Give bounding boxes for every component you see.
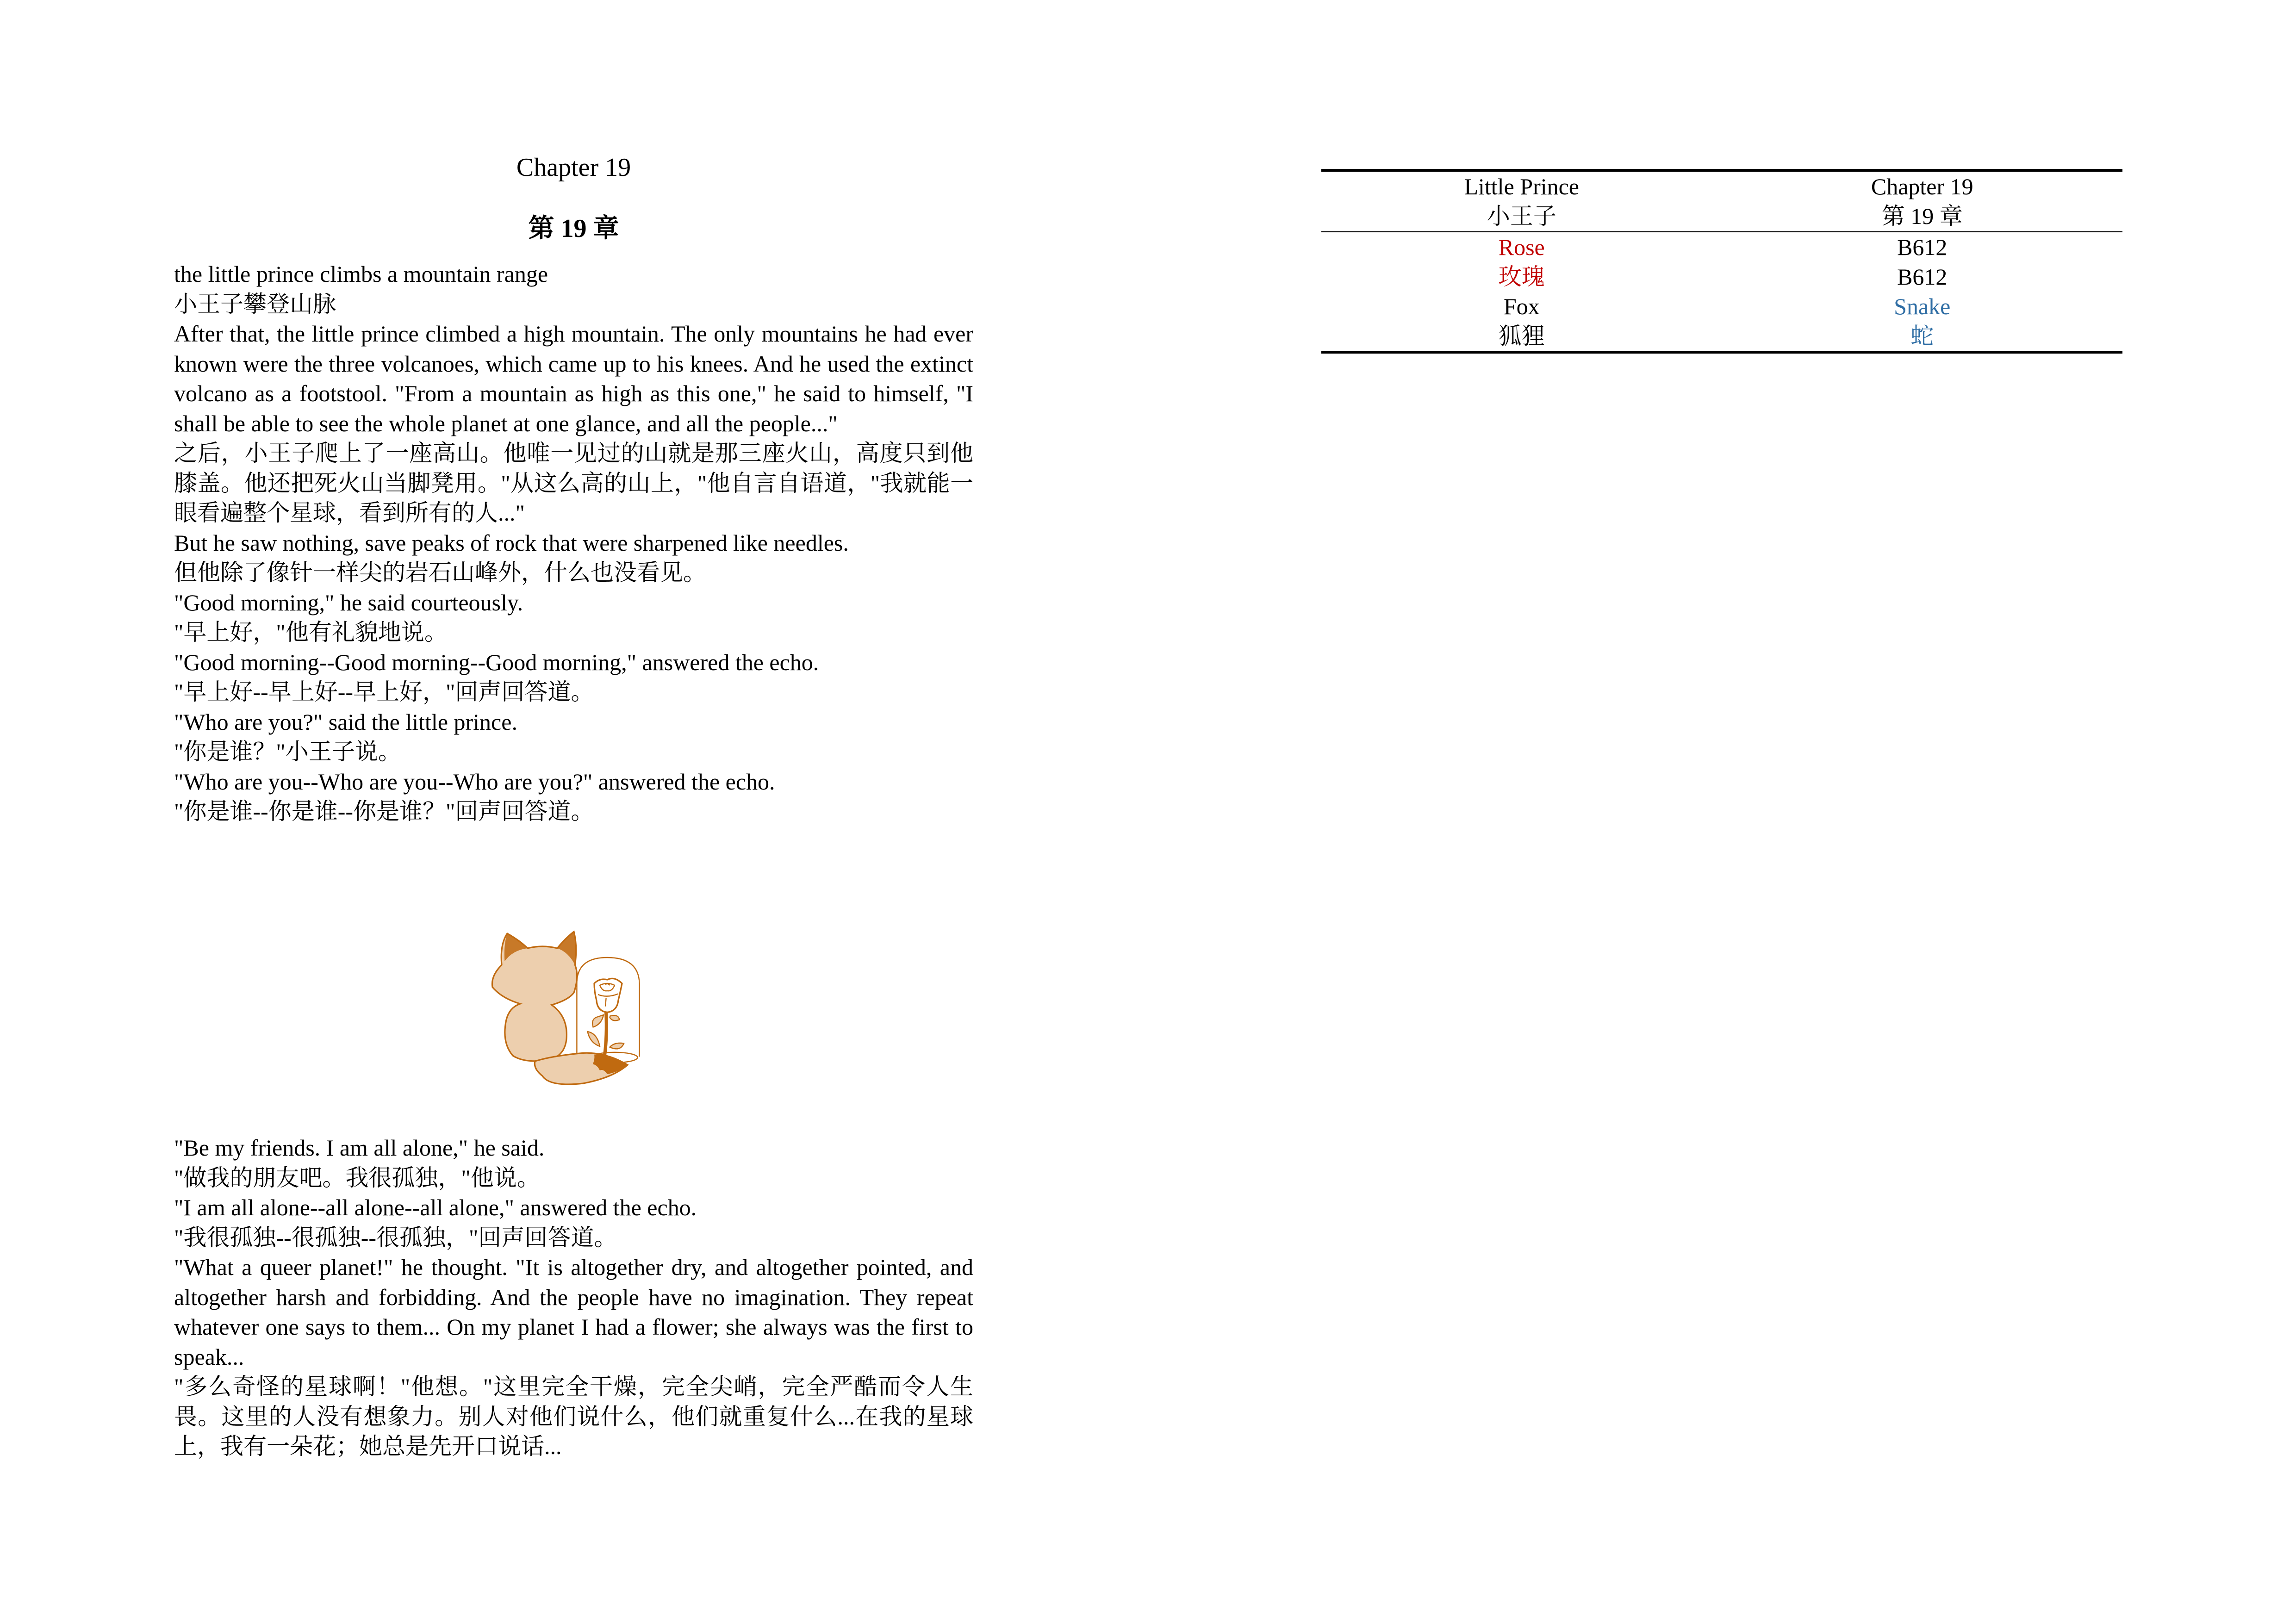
cell-zh: 蛇 [1910,323,1934,349]
cell-en: Rose [1498,234,1545,260]
cell-en: Snake [1894,293,1951,319]
table-cell-b612 [1722,232,2123,292]
paragraph-en: "Who are you--Who are you--Who are you?" answered the echo. [174,768,775,795]
header-en: Chapter 19 [1871,174,1973,199]
fox-and-rose-illustration [472,900,676,1104]
paragraph-en: After that, the little prince climbed a high mountain. The only mountains he had ever known were the three volcanoes, which came up to his knees. And he used the extinct volcano as a footstool. "From a mountain as high as this one," he said to himself, "I shall be able to see the whole planet at one glance, and all the people..." [174,321,973,436]
paragraph-zh: 之后，小王子爬上了一座高山。他唯一见过的山就是那三座火山，高度只到他膝盖。他还把死火山当脚凳用。"从这么高的山上，"他自言自语道，"我就能一眼看遍整个星球，看到所有的人..." [174,440,973,526]
paragraph-zh: "我很孤独--很孤独--很孤独，"回声回答道。 [174,1224,617,1250]
cell-zh: 玫瑰 [1498,264,1545,290]
paragraph-en: "I am all alone--all alone--all alone," answered the echo. [174,1194,697,1220]
subtitle-zh: 小王子攀登山脉 [174,291,336,317]
paragraph-zh: "早上好，"他有礼貌地说。 [174,619,448,645]
paragraph-en: "What a queer planet!" he thought. "It is altogether dry, and altogether pointed, and altogether harsh and forbidding. And the people have no imagination. They repeat whatever one says to them... On my planet I had a flower; she always was the first to speak... [174,1254,973,1370]
paragraph-zh: "多么奇怪的星球啊！"他想。"这里完全干燥，完全尖峭，完全严酷而令人生畏。这里的人没有想象力。别人对他们说什么，他们就重复什么...在我的星球上，我有一朵花；她总是先开口说话... [174,1374,973,1459]
table-row [1321,232,2122,292]
fox-rose-icon [472,900,676,1104]
paragraph-zh: "早上好--早上好--早上好，"回声回答道。 [174,679,594,705]
table-bottom-rule [1321,351,2122,354]
cell-en: Fox [1503,293,1540,319]
header-en: Little Prince [1464,174,1580,199]
header-zh: 第 19 章 [1881,203,1963,229]
paragraph-en: "Good morning--Good morning--Good morning," answered the echo. [174,649,819,675]
character-table-body [1321,232,2122,351]
character-table [1321,169,2122,354]
table-header-cell [1722,172,2123,231]
table-cell-rose [1321,232,1722,292]
cell-en: B612 [1897,234,1948,260]
body-text-top [174,259,973,827]
paragraph-en: "Who are you?" said the little prince. [174,709,517,735]
body-text-bottom [174,1133,973,1461]
table-cell-fox [1321,292,1722,351]
character-table-grid [1321,172,2122,231]
paragraph-zh: "你是谁--你是谁--你是谁？"回声回答道。 [174,798,594,824]
paragraph-en: "Be my friends. I am all alone," he said. [174,1135,545,1161]
table-row [1321,292,2122,351]
header-zh: 小王子 [1487,203,1556,229]
paragraph-en: But he saw nothing, save peaks of rock that were sharpened like needles. [174,529,849,556]
paragraph-zh: 但他除了像针一样尖的岩石山峰外，什么也没看见。 [174,560,706,585]
subtitle-en: the little prince climbs a mountain range [174,261,548,287]
table-header-cell [1321,172,1722,231]
chapter-title-zh: 第 19 章 [528,214,619,243]
cell-zh: 狐狸 [1498,323,1545,349]
table-header-row [1321,172,2122,231]
cell-zh: B612 [1897,264,1948,290]
paragraph-en: "Good morning," he said courteously. [174,589,523,616]
paragraph-zh: "你是谁？"小王子说。 [174,739,401,765]
paragraph-zh: "做我的朋友吧。我很孤独，"他说。 [174,1164,540,1191]
chapter-title-en: Chapter 19 [516,153,631,182]
table-cell-snake [1722,292,2123,351]
